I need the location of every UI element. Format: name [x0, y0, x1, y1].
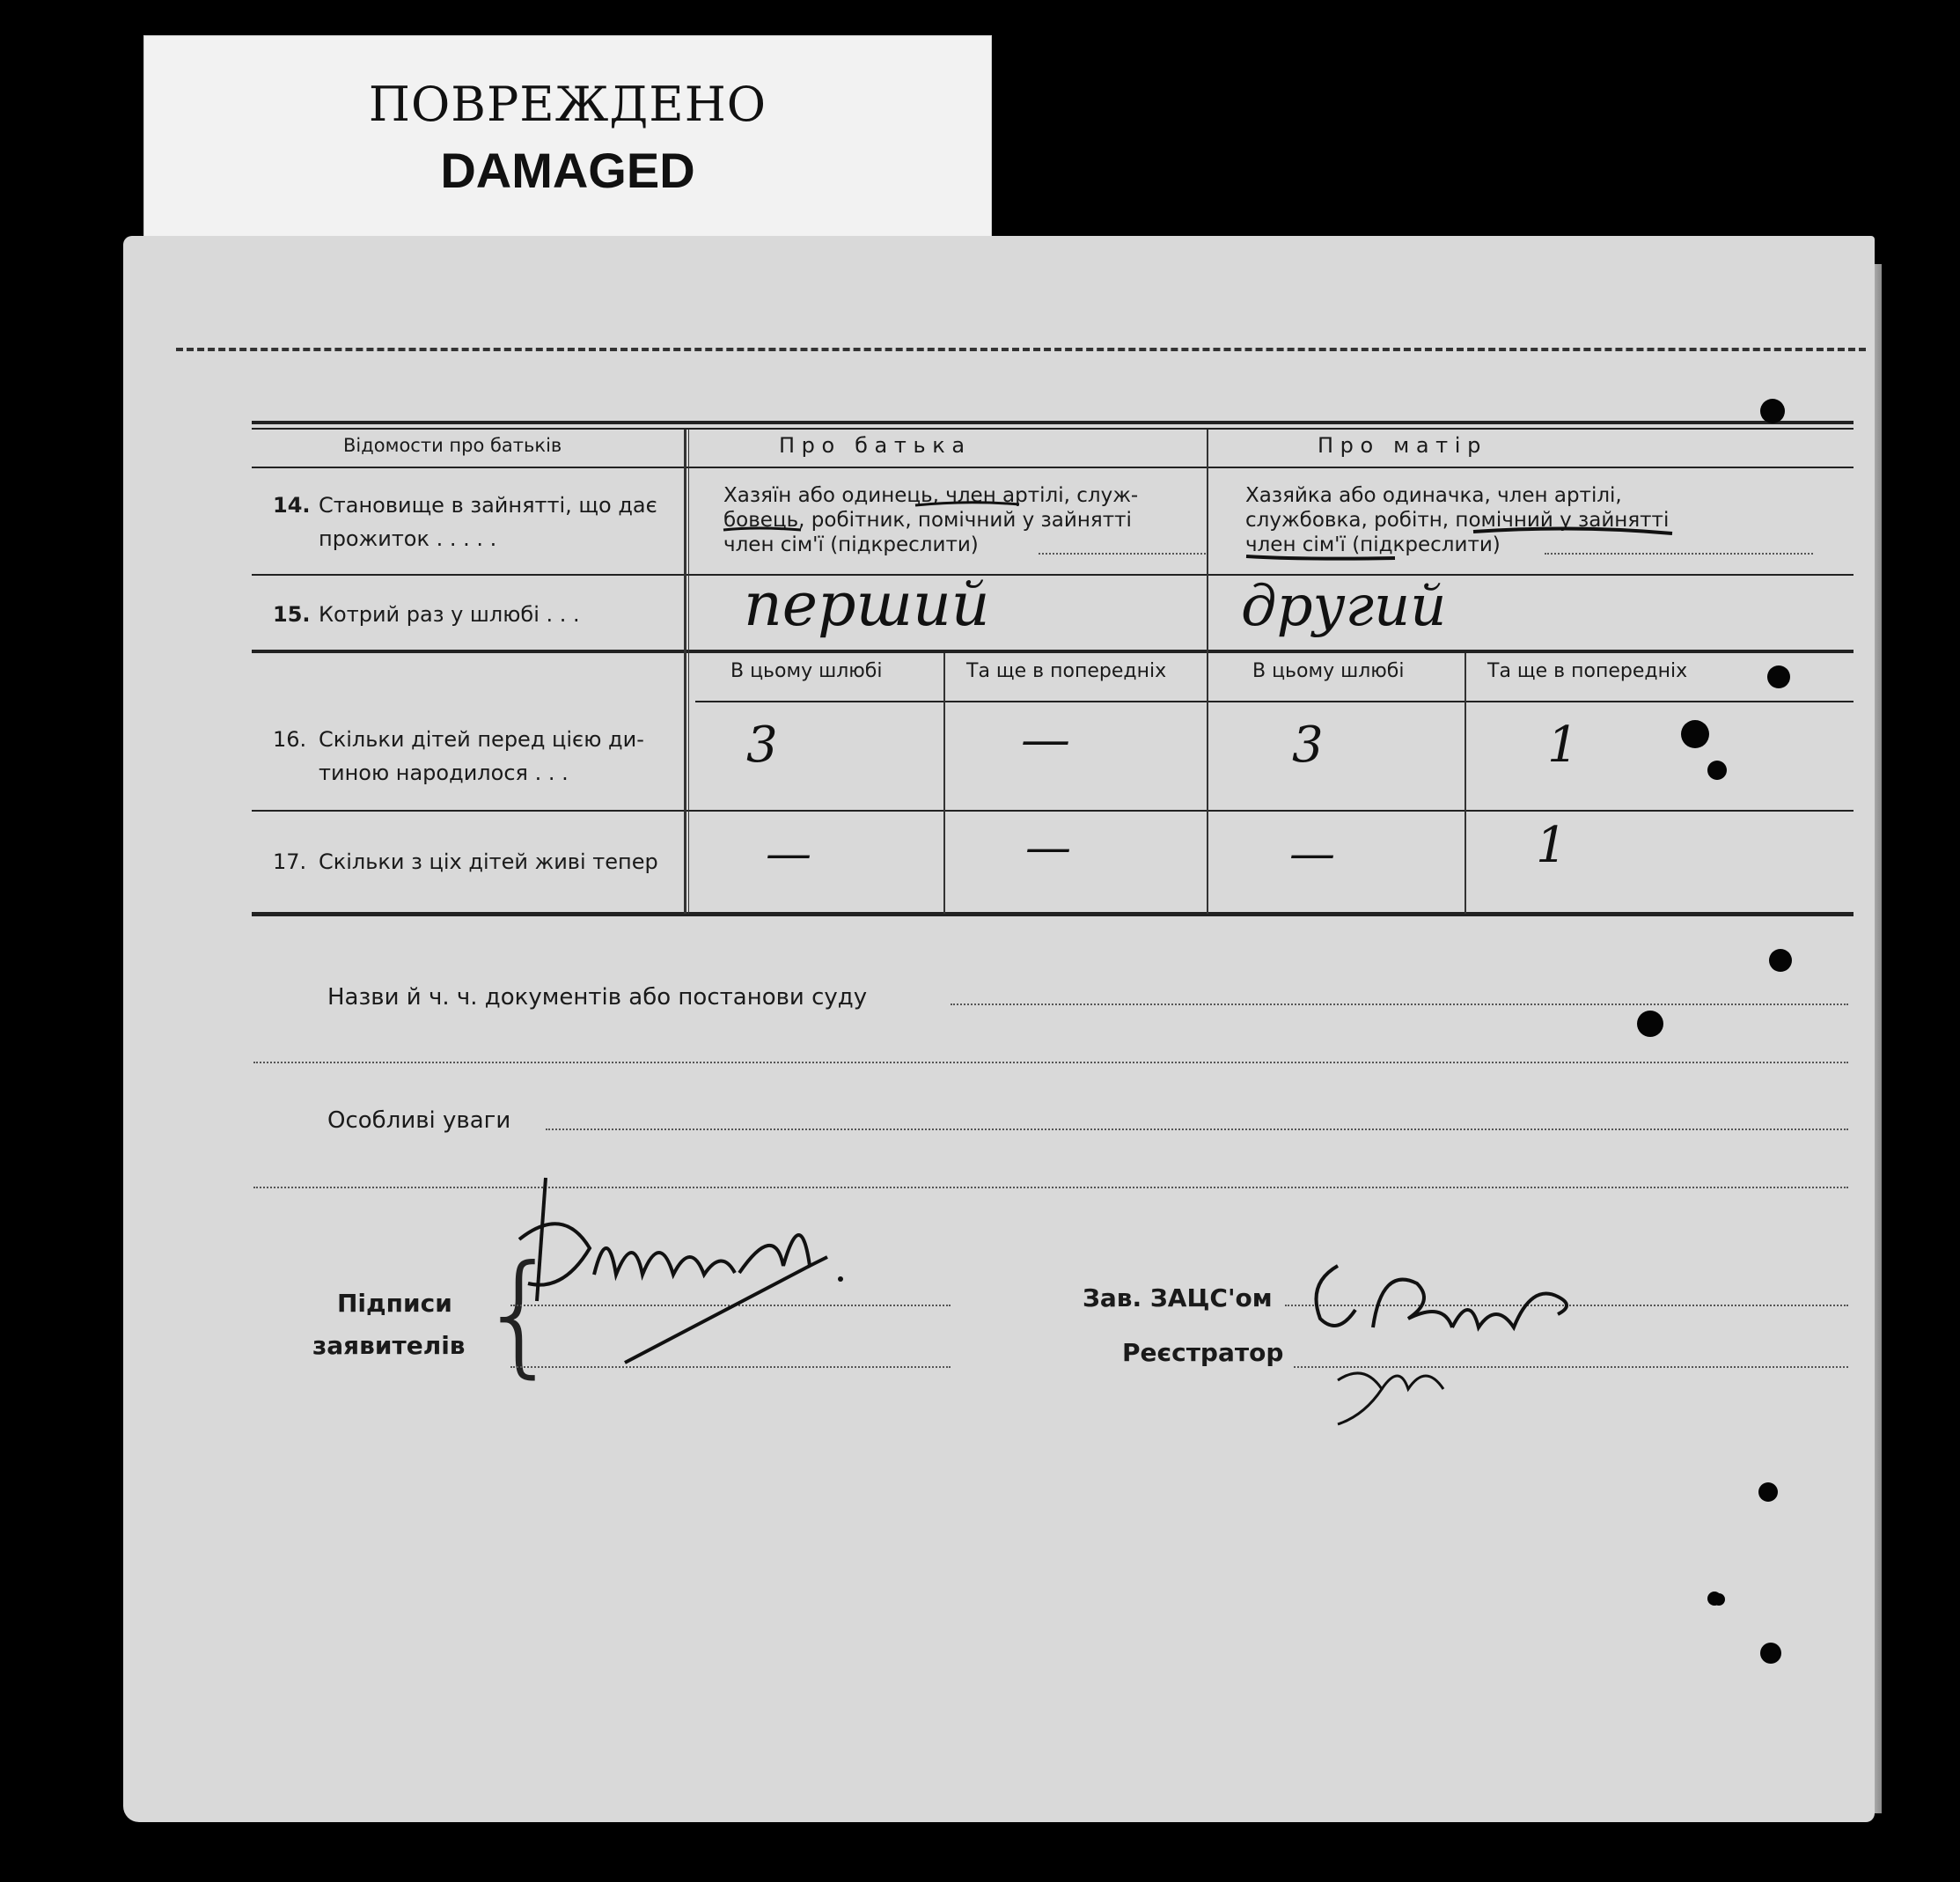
remarks-line-2: [253, 1187, 1848, 1188]
row15-father-value: перший: [744, 570, 990, 640]
row14-label-line2: прожиток . . . . .: [319, 526, 497, 551]
punch-hole: [1769, 949, 1792, 972]
punch-hole: [1713, 1593, 1725, 1606]
subheader-father-prev: Та ще в попередніх: [966, 660, 1167, 682]
row14-mother-line3: член сім'ї (підкреслити): [1245, 533, 1501, 556]
row16-number: 16.: [273, 727, 307, 752]
header-mother: П р о м а т і р: [1318, 433, 1481, 458]
row15-mother-value: другий: [1241, 574, 1447, 639]
documents-line-2: [253, 1062, 1848, 1063]
row14-father-line1: Хазяїн або одинець, член артілі, служ-: [723, 484, 1139, 507]
punch-hole: [1760, 399, 1785, 423]
form-sheet: [123, 236, 1875, 1822]
row17-father-this: —: [766, 827, 811, 880]
damaged-label-card: [143, 35, 992, 246]
row16-label-line2: тиною народилося . . .: [319, 761, 569, 785]
punch-hole: [1707, 761, 1727, 780]
row17-mother-prev: 1: [1536, 817, 1567, 874]
documents-line-1: [951, 1003, 1848, 1005]
row14-label-line1: Становище в зайнятті, що дає: [319, 493, 657, 518]
row14-underlines: [123, 236, 1875, 940]
row14-mother-line2: службовка, робітн, помічний у зайнятті: [1245, 509, 1670, 532]
row14-mother-line1: Хазяйка або одиначка, член артілі,: [1245, 484, 1622, 507]
subheader-father-this: В цьому шлюбі: [730, 660, 883, 682]
damaged-label-russian: ПОВРЕЖДЕНО: [368, 77, 767, 132]
damaged-label-english: DAMAGED: [440, 143, 695, 198]
header-info: Відомости про батьків: [343, 435, 562, 456]
punch-hole: [1637, 1011, 1663, 1037]
row15-number: 15.: [273, 602, 311, 627]
row16-label-line1: Скільки дітей перед цією ди-: [319, 727, 644, 752]
punch-hole: [1767, 665, 1790, 688]
punch-hole: [1681, 720, 1709, 748]
punch-hole: [1758, 1482, 1778, 1502]
subheader-mother-prev: Та ще в попередніх: [1487, 660, 1688, 682]
row16-mother-prev: 1: [1547, 717, 1579, 774]
row16-mother-this: 3: [1292, 717, 1324, 774]
head-label: Зав. ЗАЦС'ом: [1083, 1283, 1273, 1312]
row16-father-prev: —: [1021, 711, 1070, 768]
applicants-brace: {: [478, 1238, 562, 1391]
row14-father-line3: член сім'ї (підкреслити): [723, 533, 979, 556]
applicants-label-line2: заявителів: [312, 1331, 466, 1360]
row16-father-this: 3: [746, 717, 778, 774]
row14-father-line2: бовець, робітник, помічний у зайнятті: [723, 509, 1132, 532]
punch-hole: [1760, 1643, 1781, 1664]
row17-father-prev: —: [1025, 821, 1071, 874]
row14-number: 14.: [273, 493, 311, 518]
row15-label: Котрий раз у шлюбі . . .: [319, 602, 580, 627]
head-signature: [1303, 1248, 1672, 1451]
applicants-label-line1: Підписи: [337, 1289, 452, 1318]
header-father: П р о б а т ь к а: [779, 433, 965, 458]
remarks-line-1: [546, 1128, 1848, 1130]
registrar-label: Реєстратор: [1122, 1338, 1284, 1367]
applicant-signature: [510, 1169, 1003, 1468]
documents-label: Назви й ч. ч. документів або постанови суду: [327, 984, 868, 1011]
subheader-mother-this: В цьому шлюбі: [1252, 660, 1405, 682]
row17-mother-this: —: [1289, 827, 1335, 880]
row17-label: Скільки з ціх дітей живі тепер: [319, 849, 658, 874]
row17-number: 17.: [273, 849, 307, 874]
remarks-label: Особливі уваги: [327, 1107, 511, 1134]
